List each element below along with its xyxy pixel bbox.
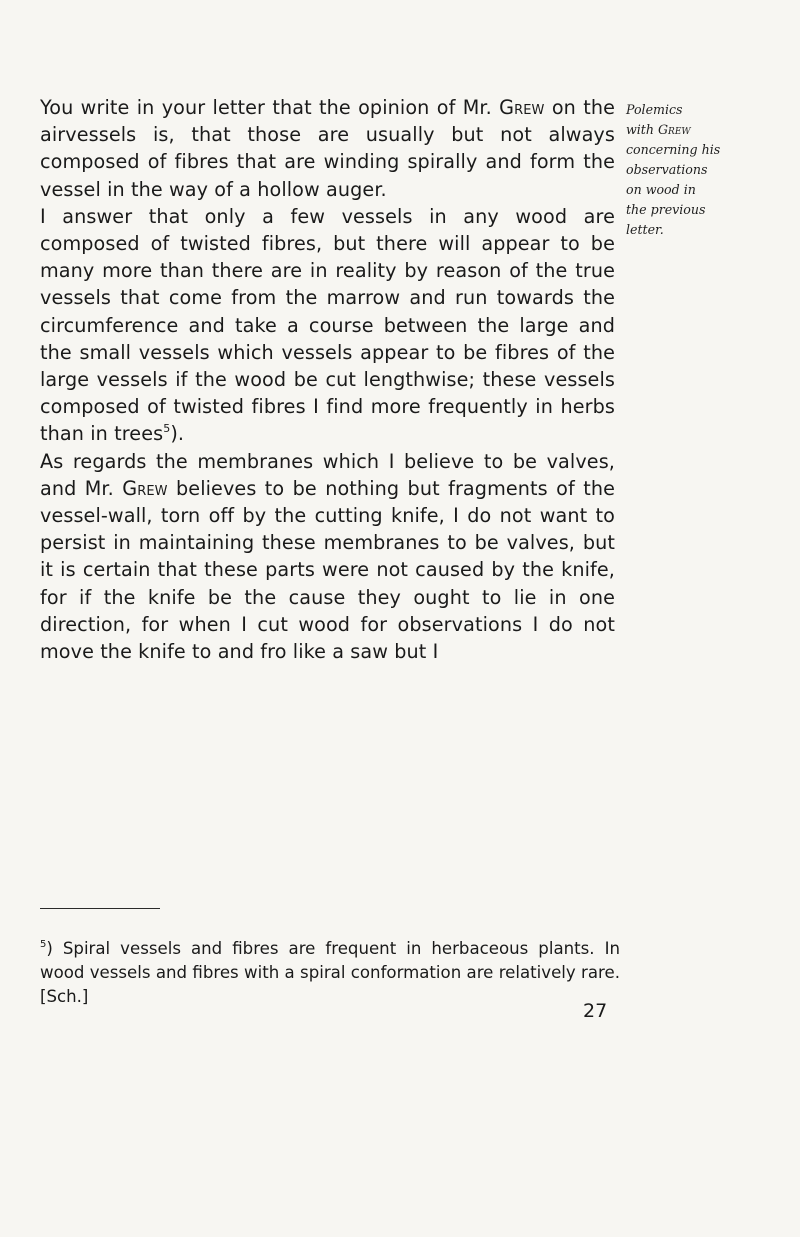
- footnote-reference: 5: [163, 422, 171, 436]
- footnote-marker: 5: [40, 939, 47, 950]
- paragraph-1-text-a: You write in your letter that the opinion of Mr.: [40, 96, 492, 119]
- paragraph-3-text-a: As regards the membranes which I believe to be valves, and Mr.: [40, 449, 615, 500]
- main-text: [40, 94, 615, 665]
- margin-note-line: the previous: [626, 202, 706, 217]
- margin-note-name-grew: Grew: [658, 122, 691, 137]
- margin-note-line: on wood in: [626, 182, 696, 197]
- paragraph-membranes: [40, 448, 615, 666]
- paragraph-2-closing: ).: [170, 422, 185, 446]
- footnote: [40, 937, 620, 1009]
- paragraph-1-text-b: on the airvessels is, that those are usually but not always composed of fibres that are winding spirally and form the vessel in the way of a hollow auger.: [40, 96, 616, 201]
- paragraph-3-text-b: believes to be nothing but fragments of the vessel-wall, torn off by the cutting knife, I do not want to persist in maintaining these membranes to be valves, but it is certain that these parts were not caused by the knife, for if the knife be the cause they ought to lie in one direction, for when I cut wood for observations I do not move the knife to and fro like a saw but I: [40, 476, 615, 664]
- margin-note-word: with: [626, 122, 654, 137]
- page-number: 27: [583, 1000, 608, 1022]
- margin-note-line: concerning his: [626, 142, 721, 157]
- author-name-grew: Grew: [122, 476, 168, 500]
- paragraph-answer: [40, 203, 615, 448]
- margin-note: [626, 100, 786, 240]
- paragraph-grew-opinion: [40, 94, 615, 203]
- margin-note-line: letter.: [626, 222, 664, 237]
- margin-note-line: Polemics: [626, 102, 683, 117]
- footnote-divider: [40, 908, 160, 909]
- margin-note-line: [626, 120, 786, 140]
- margin-note-line: observations: [626, 162, 708, 177]
- paragraph-2-text: I answer that only a few vessels in any wood are composed of twisted fibres, but there will appear to be many more than there are in reality by reason of the true vessels that come from the marrow and run towards the circumference and take a course between the large and the small vessels which vessels appear to be fibres of the large vessels if the wood be cut lengthwise; these vessels composed of twisted fibres I find more frequently in herbs than in trees: [40, 204, 615, 446]
- author-name-grew: Grew: [499, 96, 545, 119]
- footnote-text: ) Spiral vessels and fibres are frequent in herbaceous plants. In wood vessels and fibres with a spiral conformation are relatively rare. [Sch.]: [40, 939, 620, 1006]
